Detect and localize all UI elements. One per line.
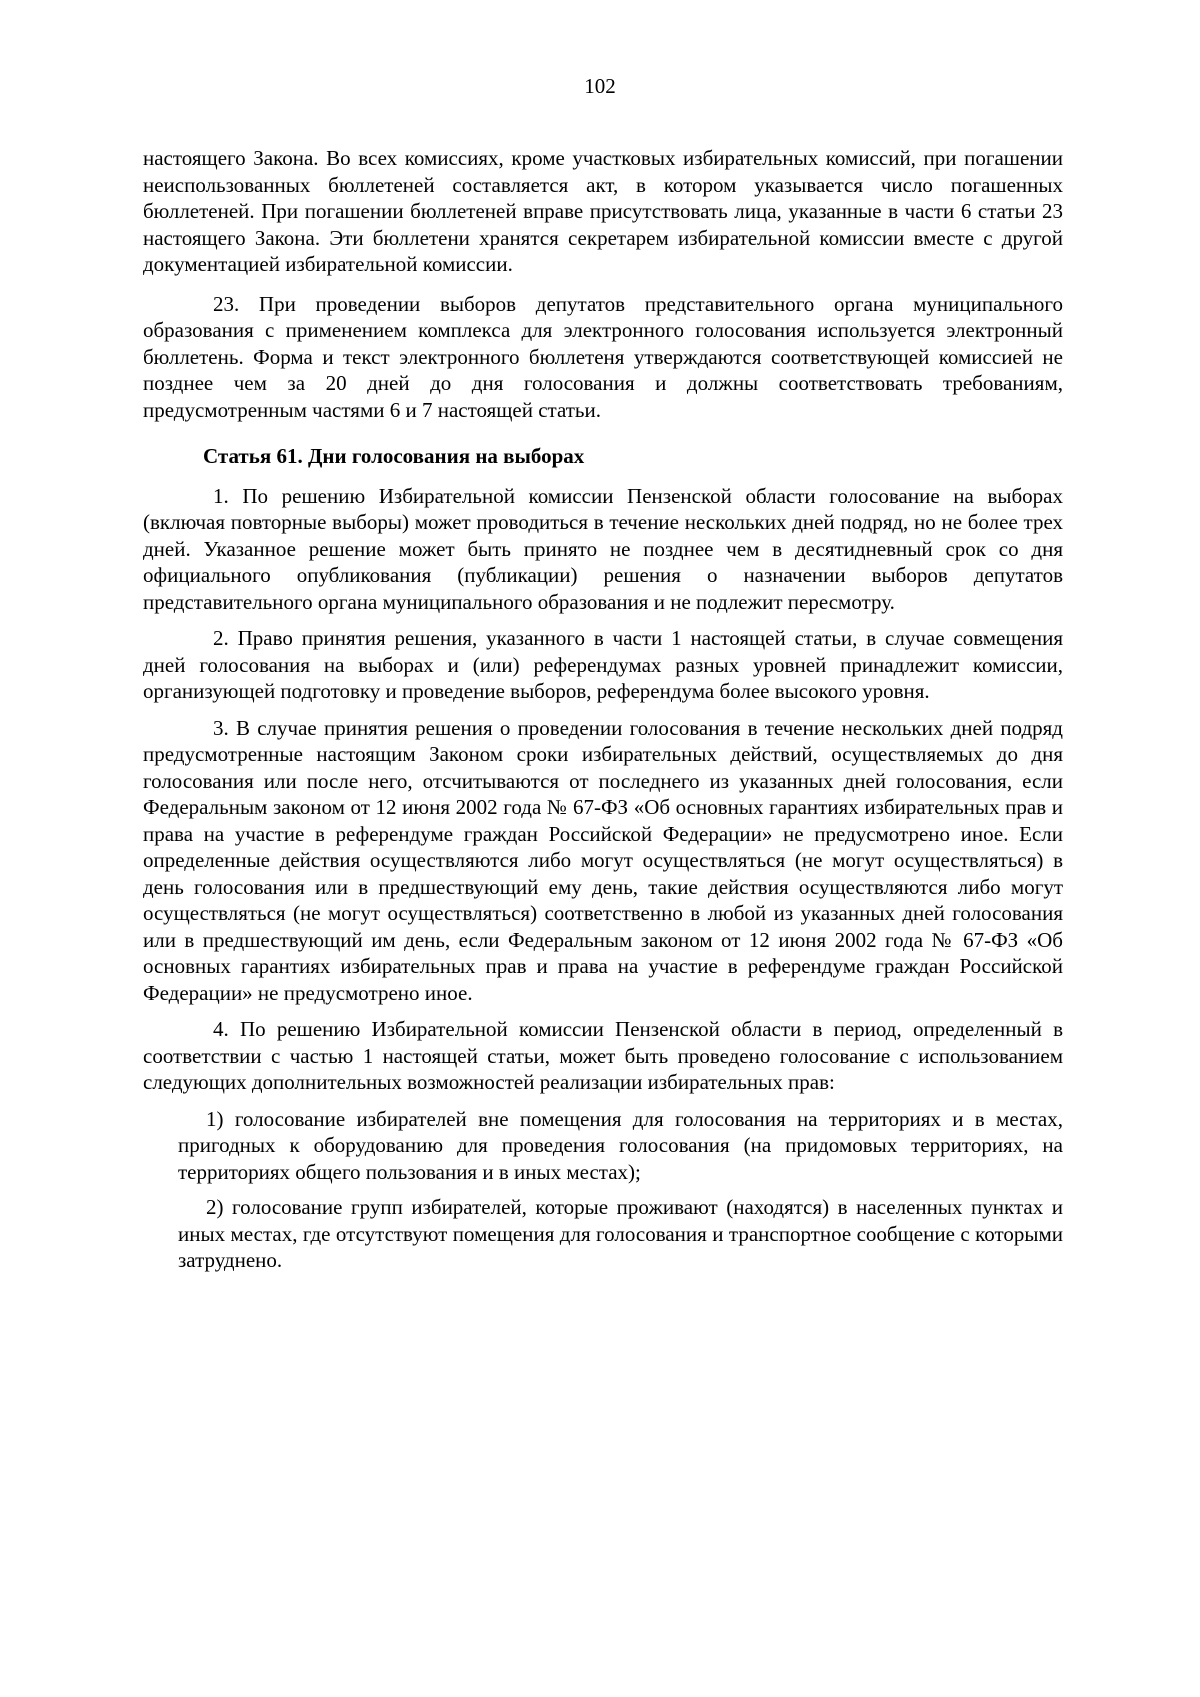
article-paragraph-2: 2. Право принятия решения, указанного в части 1 настоящей статьи, в случае совмещения дней голосования на выборах и (или) референдумах разных уровней принадлежит комиссии, организующей подготовку и проведение выборов, референдума более высокого уровня.	[143, 626, 1063, 703]
paragraph-23: 23. При проведении выборов депутатов представительного органа муниципального образования с применением комплекса для электронного голосования используется электронный бюллетень. Форма и текст электронного бюллетеня утверждаются соответствующей комиссией не позднее чем за 20 дней до дня голосования и должны соответствовать требованиям, предусмотренным частями 6 и 7 настоящей статьи.	[143, 291, 1063, 422]
page-number: 102	[584, 74, 616, 98]
list-item-1: 1) голосование избирателей вне помещения для голосования на территориях и в местах, пригодных к оборудованию для проведения голосования (на придомовых территориях, на территориях общего пользования и в иных местах);	[178, 1106, 1063, 1184]
paragraph-continued: настоящего Закона. Во всех комиссиях, кроме участковых избирательных комиссий, при погашении неиспользованных бюллетеней составляется акт, в котором указывается число погашенных бюллетеней. При погашении бюллетеней вправе присутствовать лица, указанные в части 6 статьи 23 настоящего Закона. Эти бюллетени хранятся секретарем избирательной комиссии вместе с другой документацией избирательной комиссии.	[143, 146, 1063, 276]
article-heading: Статья 61. Дни голосования на выборах	[203, 444, 585, 468]
article-paragraph-1: 1. По решению Избирательной комиссии Пензенской области голосование на выборах (включая повторные выборы) может проводиться в течение нескольких дней подряд, но не более трех дней. Указанное решение может быть принято не позднее чем в десятидневный срок со дня официального опубликования (публикации) решения о назначении выборов депутатов представительного органа муниципального образования и не подлежит пересмотру.	[143, 483, 1063, 614]
list-item-2: 2) голосование групп избирателей, которые проживают (находятся) в населенных пунктах и иных местах, где отсутствуют помещения для голосования и транспортное сообщение с которыми затруднено.	[178, 1195, 1063, 1272]
document-body	[143, 145, 1063, 1283]
article-paragraph-3: 3. В случае принятия решения о проведении голосования в течение нескольких дней подряд предусмотренные настоящим Законом сроки избирательных действий, осуществляемых до дня голосования или после него, отсчитываются от последнего из указанных дней голосования, если Федеральным законом от 12 июня 2002 года № 67-ФЗ «Об основных гарантиях избирательных прав и права на участие в референдуме граждан Российской Федерации» не предусмотрено иное. Если определенные действия осуществляются либо могут осуществляться (не могут осуществляться) в день голосования или в предшествующий ему день, такие действия осуществляются либо могут осуществляться (не могут осуществляться) соответственно в любой из указанных дней голосования или в предшествующий им день, если Федеральным законом от 12 июня 2002 года № 67-ФЗ «Об основных гарантиях избирательных прав и права на участие в референдуме граждан Российской Федерации» не предусмотрено иное.	[143, 715, 1063, 1005]
article-paragraph-4: 4. По решению Избирательной комиссии Пензенской области в период, определенный в соответствии с частью 1 настоящей статьи, может быть проведено голосование с использованием следующих дополнительных возможностей реализации избирательных прав:	[143, 1017, 1063, 1094]
